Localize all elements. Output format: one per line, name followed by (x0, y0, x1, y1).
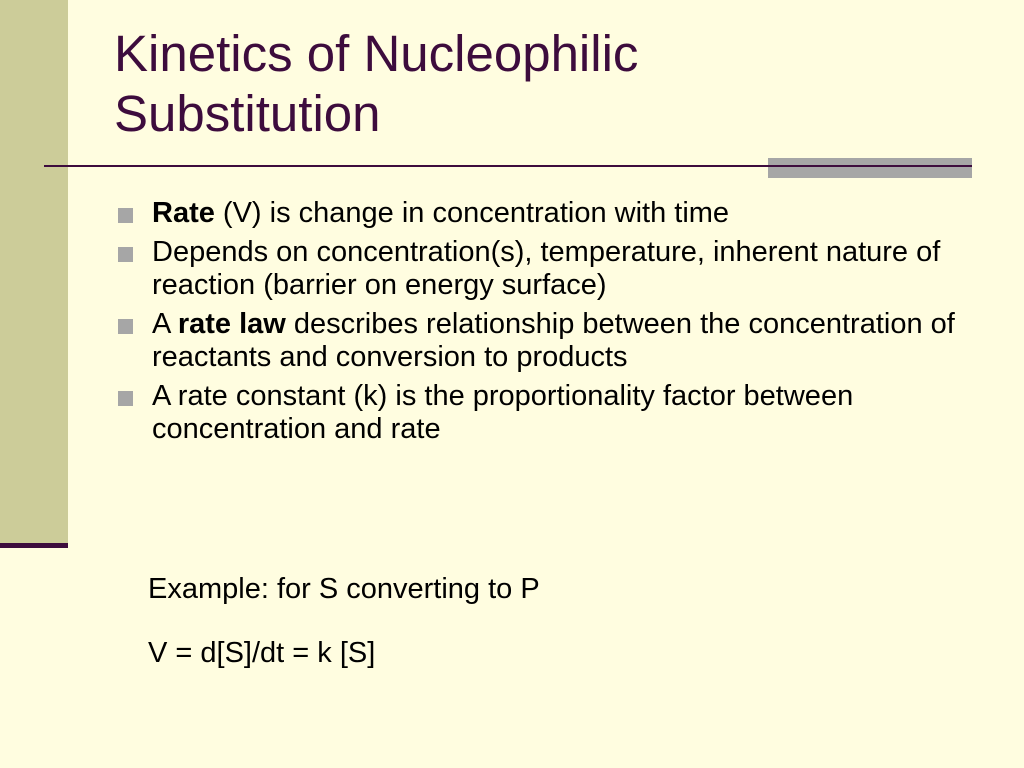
title-accent-bar (768, 158, 972, 178)
slide-title (114, 24, 974, 144)
left-sidebar-bar (0, 0, 68, 544)
square-bullet-icon (118, 391, 133, 406)
title-line-2: Substitution (114, 85, 381, 142)
bullet-bold-term: Rate (152, 197, 215, 229)
square-bullet-icon (118, 208, 133, 223)
square-bullet-icon (118, 319, 133, 334)
rate-equation: V = d[S]/dt = k [S] (148, 637, 376, 669)
bullet-text: Depends on concentration(s), temperature, inherent nature of reaction (barrier on energy surface) (152, 236, 941, 301)
square-bullet-icon (118, 247, 133, 262)
bullet-text: describes relationship between the concentration of reactants and conversion to products (152, 308, 955, 373)
bullet-text: (V) is change in concentration with time (214, 197, 730, 229)
bullet-item (114, 308, 974, 374)
bullet-text: A rate constant (k) is the proportionality factor between concentration and rate (152, 380, 854, 445)
left-sidebar-rule (0, 543, 68, 548)
bullet-item (114, 197, 974, 230)
bullet-item (114, 236, 974, 302)
bullet-prefix: A (152, 308, 178, 340)
title-line-1: Kinetics of Nucleophilic (114, 25, 639, 82)
bullet-item (114, 380, 974, 446)
title-underline (44, 165, 972, 167)
bullet-list (114, 197, 974, 452)
bullet-bold-term: rate law (177, 308, 286, 340)
example-text: Example: for S converting to P (148, 573, 540, 605)
